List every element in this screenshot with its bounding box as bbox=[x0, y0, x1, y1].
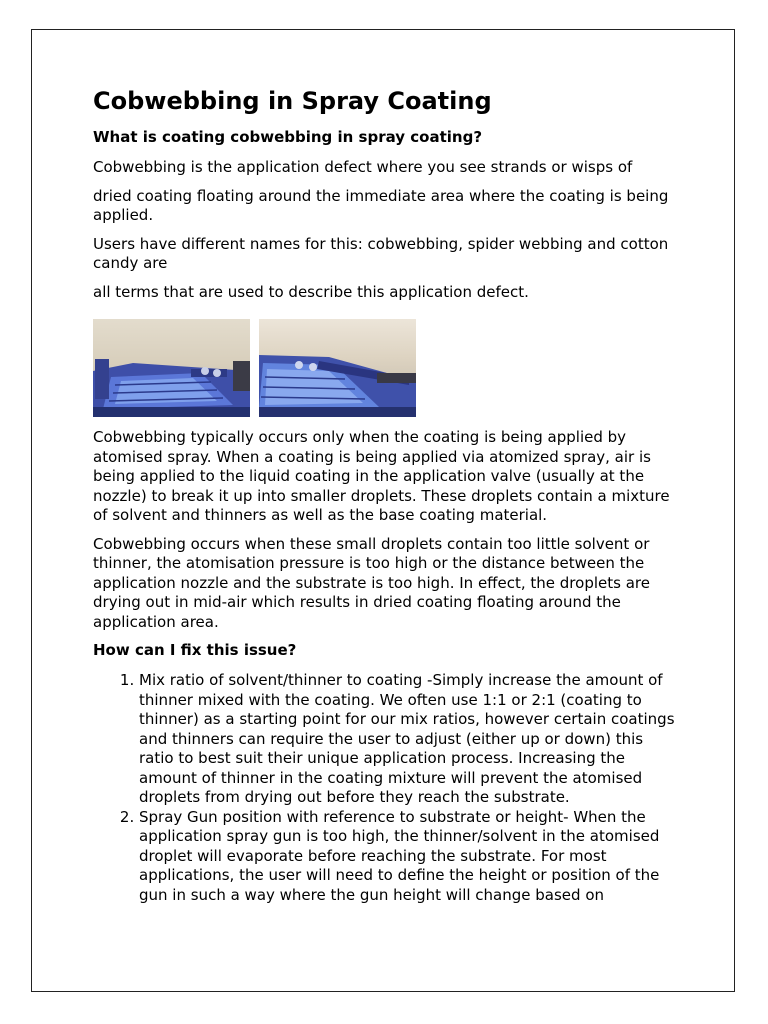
paragraph-1: Cobwebbing is the application defect where you see strands or wisps of bbox=[93, 158, 633, 176]
spray-machine-photo-2 bbox=[259, 319, 416, 417]
document-page bbox=[31, 29, 735, 992]
paragraph-6: Cobwebbing occurs when these small droplets contain too little solvent or thinner, the atomisation pressure is too high or the distance between the application nozzle and the substrate is too high. In effect, the droplets are drying out in mid-air which results in dried coating floating around the application area. bbox=[93, 534, 650, 631]
photo-row bbox=[93, 319, 679, 417]
list-item: 2. Spray Gun position with reference to substrate or height- When the application spray gun is too high, the thinner/solvent in the atomised droplet will evaporate before reaching the substrate. For most applications, the user will need to define the height or position of the gun in such a way where the gun height will change based on bbox=[139, 808, 679, 906]
paragraph-5: Cobwebbing typically occurs only when the coating is being applied by atomised spray. When a coating is being applied via atomized spray, air is being applied to the liquid coating in the application valve (usually at the nozzle) to break it up into smaller droplets. These droplets contain a mixture of solvent and thinners as well as the base coating material. bbox=[93, 428, 670, 524]
document-content bbox=[93, 86, 679, 905]
page-title: Cobwebbing in Spray Coating bbox=[93, 87, 492, 115]
paragraph-3: Users have different names for this: cobwebbing, spider webbing and cotton candy are bbox=[93, 234, 669, 272]
section-heading-fix: How can I fix this issue? bbox=[93, 641, 297, 659]
list-item: 1. Mix ratio of solvent/thinner to coating -Simply increase the amount of thinner mixed with the coating. We often use 1:1 or 2:1 (coating to thinner) as a starting point for our mix ratios, however certain coatings and thinners can require the user to adjust (either up or down) this ratio to best suit their unique application process. Increasing the amount of thinner in the coating mixture will prevent the atomised droplets from drying out before they reach the substrate. bbox=[139, 671, 679, 808]
spray-machine-photo-1 bbox=[93, 319, 250, 417]
fix-list bbox=[93, 671, 679, 905]
paragraph-4: all terms that are used to describe this application defect. bbox=[93, 282, 529, 301]
section-heading-what: What is coating cobwebbing in spray coating? bbox=[93, 128, 483, 146]
paragraph-2: dried coating floating around the immediate area where the coating is being applied. bbox=[93, 186, 669, 224]
